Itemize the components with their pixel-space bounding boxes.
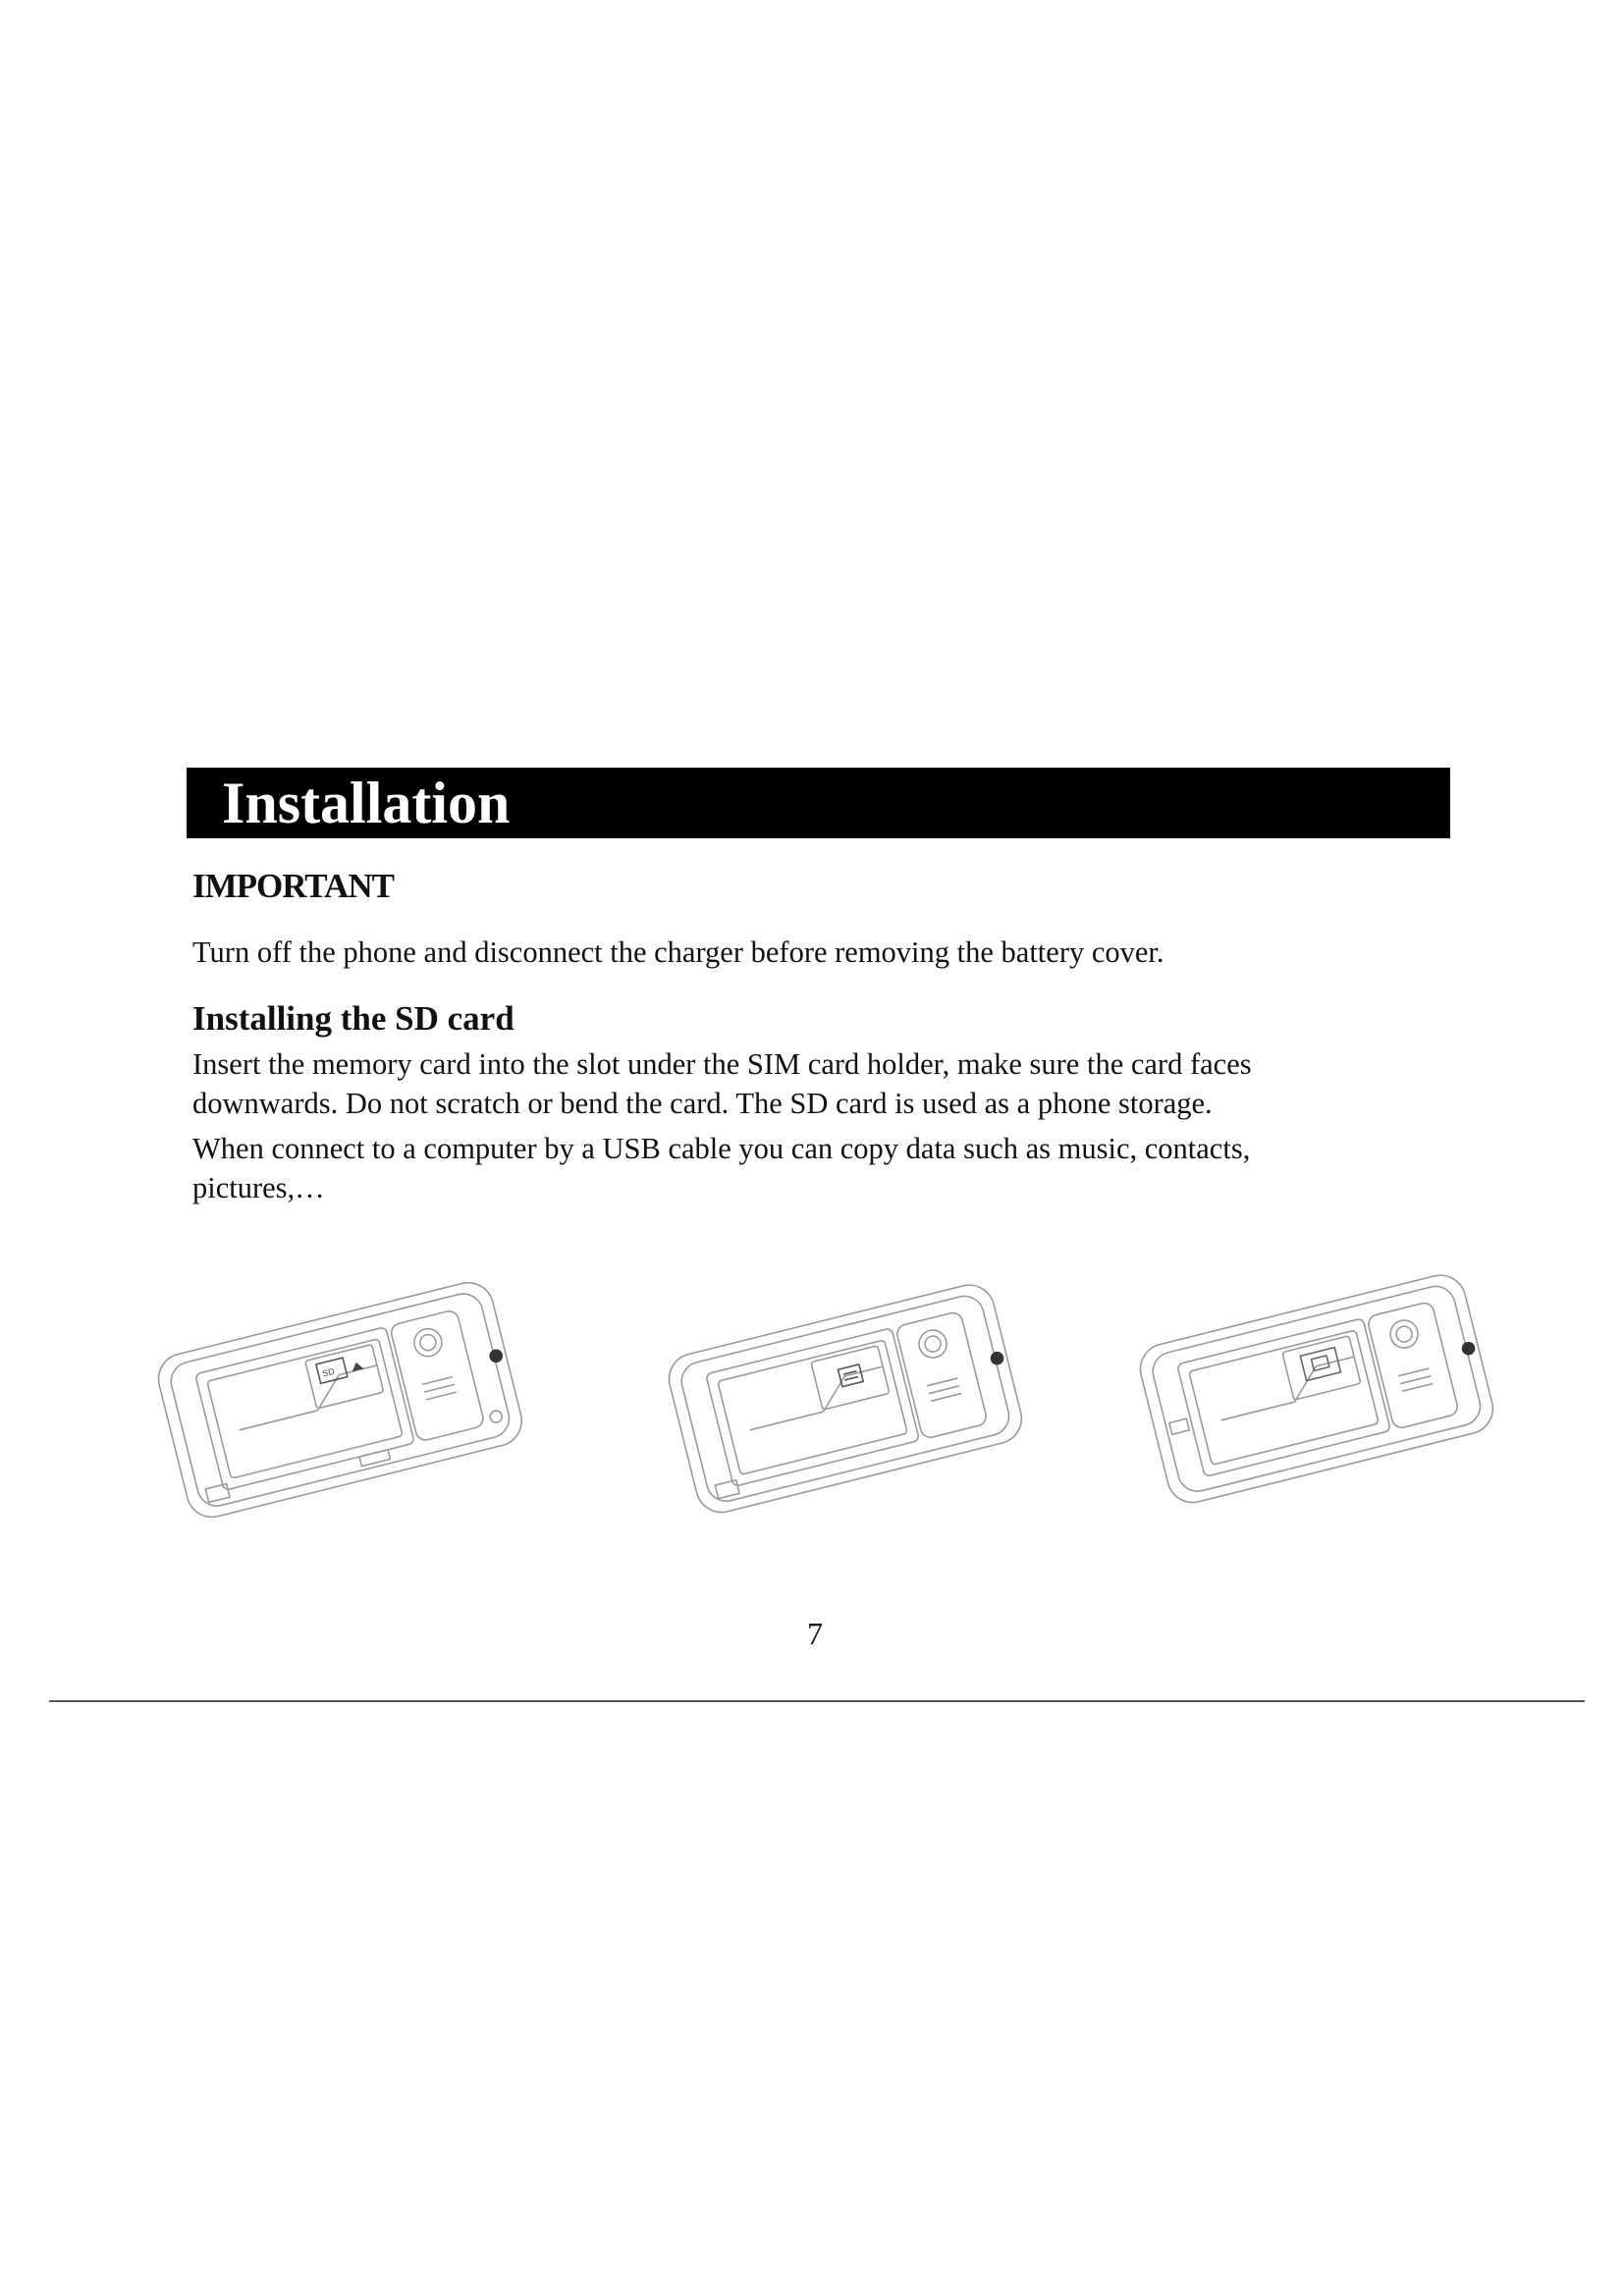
page-number: 7: [807, 1616, 823, 1651]
sd-card-heading: Installing the SD card: [192, 999, 514, 1038]
footer-divider: [49, 1700, 1585, 1702]
sd-card-line: downwards. Do not scratch or bend the card. The SD card is used as a phone storage.: [192, 1087, 1213, 1120]
important-heading: IMPORTANT: [192, 867, 394, 905]
phone-back-sd-card-pushing-icon: [658, 1256, 1051, 1531]
svg-text:SD: SD: [321, 1365, 336, 1379]
sd-card-illustrations: [147, 1256, 1483, 1531]
sd-card-line: Insert the memory card into the slot under the SIM card holder, make sure the card faces: [192, 1047, 1252, 1081]
phone-back-sd-card-inserting-icon: [147, 1256, 540, 1531]
important-text: Turn off the phone and disconnect the charger before removing the battery cover.: [192, 935, 1164, 969]
sd-card-paragraph: [192, 1044, 1449, 1207]
sd-card-line: pictures,…: [192, 1171, 325, 1204]
section-title: Installation: [222, 771, 511, 835]
phone-back-sd-card-installed-icon: [1129, 1256, 1522, 1531]
section-banner: [187, 768, 1450, 838]
sd-card-line: When connect to a computer by a USB cable you can copy data such as music, contacts,: [192, 1132, 1251, 1165]
